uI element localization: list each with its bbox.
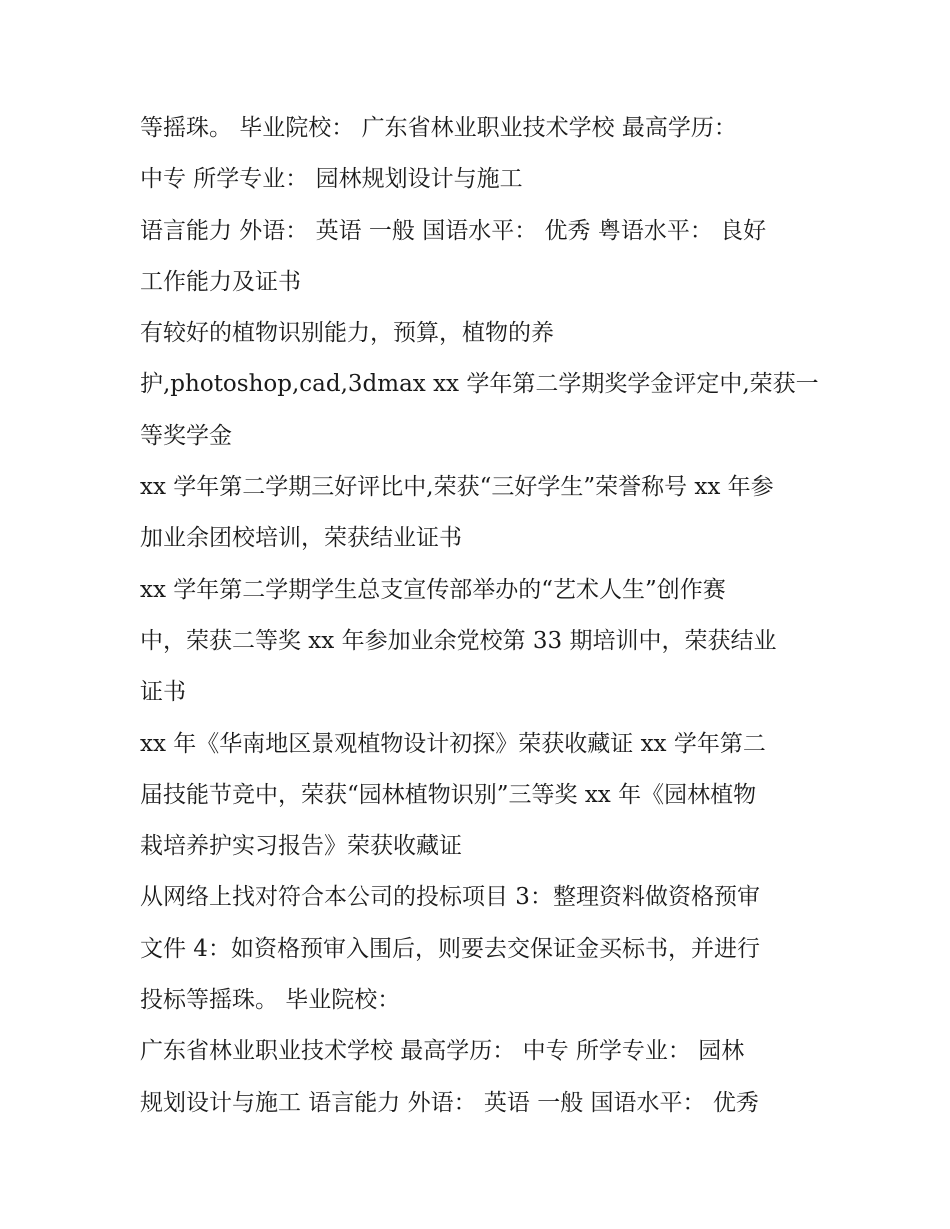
text-line: xx 年《华南地区景观植物设计初探》荣获收藏证 xx 学年第二: [140, 730, 766, 757]
text-line: 广东省林业职业技术学校 最高学历： 中专 所学专业： 园林: [140, 1038, 745, 1065]
text-line: 中，荣获二等奖 xx 年参加业余党校第 33 期培训中，荣获结业: [140, 627, 777, 654]
text-line: xx 学年第二学期三好评比中,荣获“三好学生”荣誉称号 xx 年参: [140, 474, 774, 501]
text-line: 加业余团校培训，荣获结业证书: [140, 525, 462, 552]
text-line: 中专 所学专业： 园林规划设计与施工: [140, 166, 523, 193]
text-line: 等摇珠。 毕业院校： 广东省林业职业技术学校 最高学历：: [140, 115, 737, 141]
text-line: 文件 4：如资格预审入围后，则要去交保证金买标书，并进行: [140, 935, 760, 962]
text-line: xx 学年第二学期学生总支宣传部举办的“艺术人生”创作赛: [140, 576, 726, 603]
document-body: [140, 103, 820, 1129]
text-line: 有较好的植物识别能力，预算，植物的养: [140, 320, 554, 347]
text-line: 语言能力 外语： 英语 一般 国语水平： 优秀 粤语水平： 良好: [140, 217, 767, 244]
text-line: 护,photoshop,cad,3dmax xx 学年第二学期奖学金评定中,荣获一: [140, 371, 819, 398]
text-line: 栽培养护实习报告》荣获收藏证: [140, 833, 462, 860]
text-line: 届技能节竞中，荣获“园林植物识别”三等奖 xx 年《园林植物: [140, 781, 757, 808]
text-line: 规划设计与施工 语言能力 外语： 英语 一般 国语水平： 优秀: [140, 1089, 759, 1116]
text-line: 投标等摇珠。 毕业院校：: [140, 987, 401, 1014]
text-line: 等奖学金: [140, 422, 232, 449]
section-heading: 工作能力及证书: [140, 268, 301, 295]
text-line: 从网络上找对符合本公司的投标项目 3：整理资料做资格预审: [140, 884, 760, 911]
text-line: 证书: [140, 679, 186, 706]
